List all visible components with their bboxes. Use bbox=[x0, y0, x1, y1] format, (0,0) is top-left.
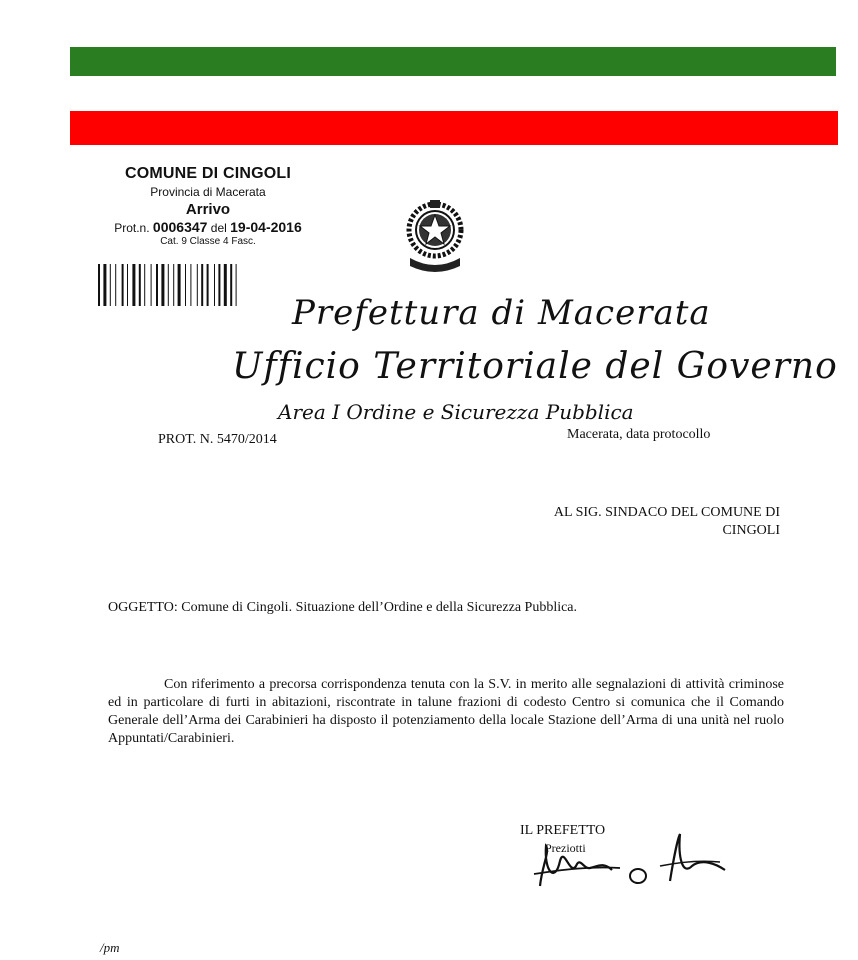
stamp-del-label: del bbox=[210, 221, 227, 235]
footer-initials: /pm bbox=[100, 940, 120, 955]
flag-band-green bbox=[70, 47, 836, 76]
barcode bbox=[98, 264, 280, 306]
signer-title: IL PREFETTO bbox=[520, 823, 606, 838]
stamp-protocol bbox=[88, 219, 328, 235]
handwritten-signature bbox=[520, 826, 730, 896]
recipient-address bbox=[480, 504, 780, 540]
letterhead-prefettura: Prefettura di Macerata bbox=[292, 293, 711, 333]
stamp-prot-number: 0006347 bbox=[152, 219, 208, 235]
stamp-provincia: Provincia di Macerata bbox=[150, 185, 266, 199]
stamp-prot-date: 19-04-2016 bbox=[230, 219, 302, 235]
emblem-of-italy-icon bbox=[402, 196, 468, 276]
signer-name: Preziotti bbox=[545, 841, 586, 855]
recipient-line-2: CINGOLI bbox=[722, 523, 780, 538]
letterhead-ufficio: Ufficio Territoriale del Governo bbox=[232, 346, 838, 387]
date-line: Macerata, data protocollo bbox=[567, 427, 711, 442]
stamp-classification: Cat. 9 Classe 4 Fasc. bbox=[160, 236, 256, 247]
stamp-prot-prefix: Prot.n. bbox=[114, 221, 150, 235]
stamp-arrivo: Arrivo bbox=[185, 201, 231, 218]
letter-body: Con riferimento a precorsa corrispondenza tenuta con la S.V. in merito alle segnalazioni di attività criminose ed in particolare di furti in abitazioni, riscontrate in talune frazioni di codesto Centro si comunica che il Comando Generale dell’Arma dei Carabinieri ha disposto il potenziamento della locale Stazione dell’Arma di una unità nel ruolo Appuntati/Carabinieri. bbox=[108, 677, 784, 746]
stamp-comune: COMUNE DI CINGOLI bbox=[124, 165, 292, 182]
recipient-line-1: AL SIG. SINDACO DEL COMUNE DI bbox=[553, 505, 780, 520]
flag-band-red bbox=[70, 111, 838, 145]
subject-line: OGGETTO: Comune di Cingoli. Situazione dell’Ordine e della Sicurezza Pubblica. bbox=[108, 600, 578, 615]
letterhead-area: Area I Ordine e Sicurezza Pubblica bbox=[278, 400, 634, 424]
protocol-number: PROT. N. 5470/2014 bbox=[158, 432, 277, 447]
arrival-stamp bbox=[88, 165, 328, 247]
